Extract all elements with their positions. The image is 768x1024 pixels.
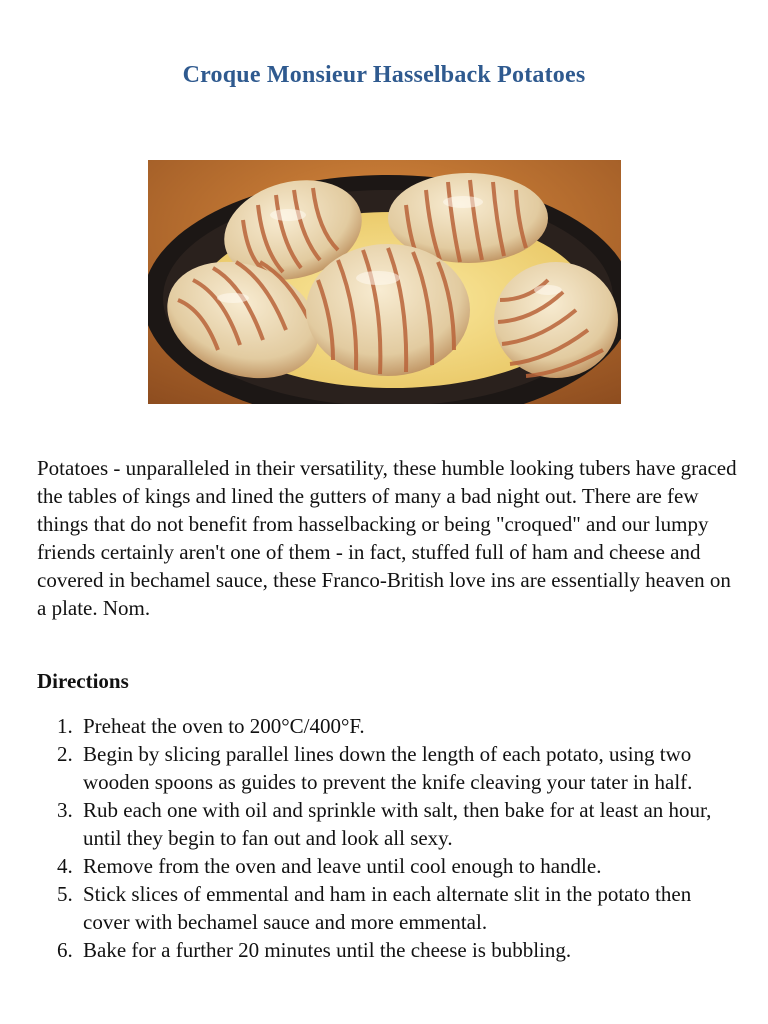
step-number: 5. [57, 882, 73, 906]
page-title: Croque Monsieur Hasselback Potatoes [182, 62, 586, 88]
step-text: Bake for a further 20 minutes until the cheese is bubbling. [83, 938, 572, 962]
list-item [37, 796, 737, 852]
step-number: 1. [57, 714, 73, 738]
intro-paragraph: Potatoes - unparalleled in their versatility, these humble looking tubers have graced the tables of kings and lined the gutters of many a bad night out. There are few things that do not benefit from hasselbacking or being "croqued" and our lumpy friends certainly aren't one of them - in fact, stuffed full of ham and cheese and covered in bechamel sauce, these Franco-British love ins are essentially heaven on a plate. Nom. [37, 456, 737, 620]
list-item [37, 880, 737, 936]
step-text: Begin by slicing parallel lines down the length of each potato, using two wooden spoons as guides to prevent the knife cleaving your tater in half. [83, 742, 693, 794]
step-number: 4. [57, 854, 73, 878]
step-text: Preheat the oven to 200°C/400°F. [83, 714, 365, 738]
directions-heading: Directions [37, 669, 129, 693]
step-number: 2. [57, 742, 73, 766]
list-item [37, 936, 737, 964]
step-text: Rub each one with oil and sprinkle with salt, then bake for at least an hour, until they begin to fan out and look all sexy. [83, 798, 712, 850]
step-number: 6. [57, 938, 73, 962]
step-text: Remove from the oven and leave until cool enough to handle. [83, 854, 602, 878]
hasselback-potatoes-photo [148, 160, 621, 404]
list-item [37, 852, 737, 880]
list-item [37, 740, 737, 796]
step-text: Stick slices of emmental and ham in each alternate slit in the potato then cover with bechamel sauce and more emmental. [83, 882, 692, 934]
step-number: 3. [57, 798, 73, 822]
list-item [37, 712, 737, 740]
directions-list [37, 712, 737, 964]
